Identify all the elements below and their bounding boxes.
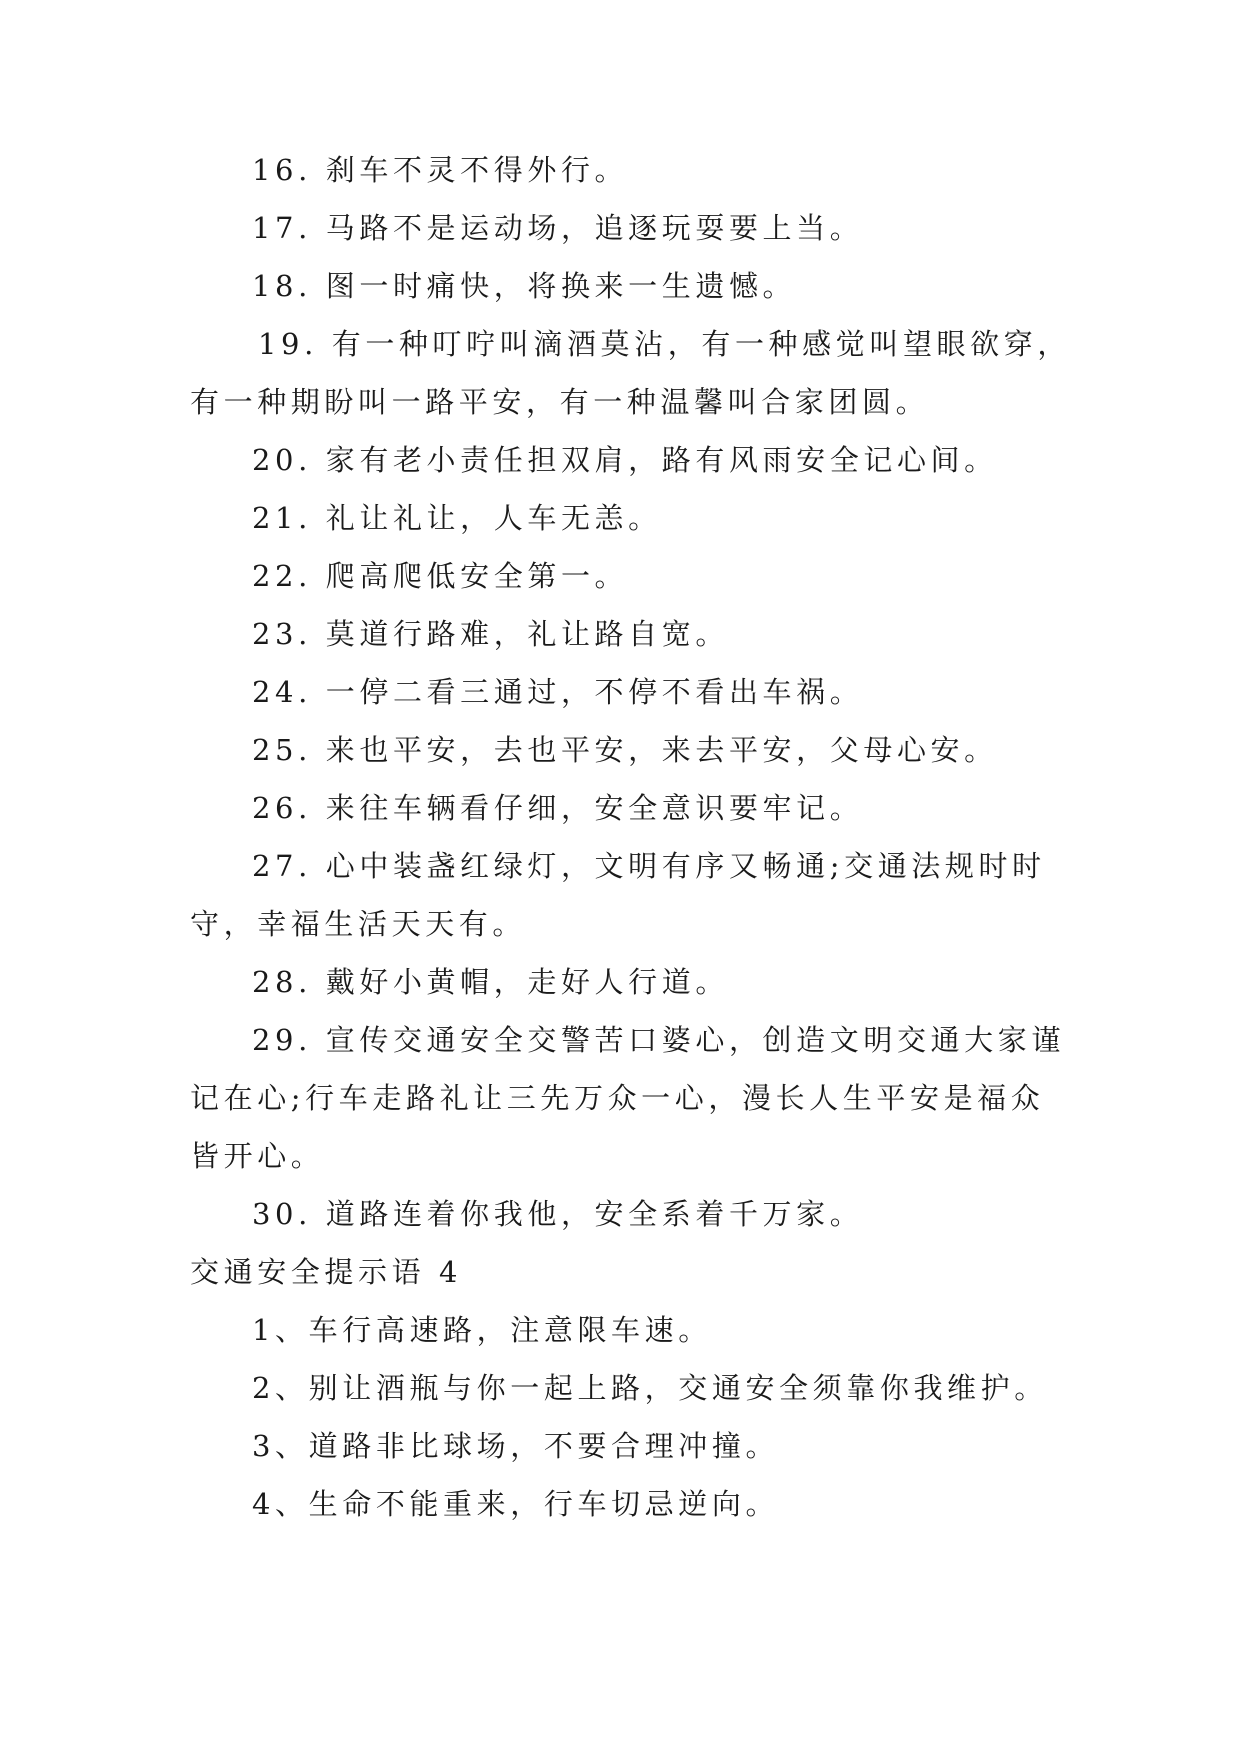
slogan-23: 23. 莫道行路难，礼让路自宽。 (252, 617, 729, 651)
slogan-28: 28. 戴好小黄帽，走好人行道。 (252, 965, 729, 999)
slogan-16: 16. 刹车不灵不得外行。 (252, 153, 629, 187)
slogan-21: 21. 礼让礼让，人车无恙。 (252, 501, 662, 535)
slogan-20: 20. 家有老小责任担双肩，路有风雨安全记心间。 (252, 443, 998, 477)
slogan-27-line-1: 27. 心中装盏红绿灯，文明有序又畅通;交通法规时时 (252, 849, 1046, 883)
slogan-18: 18. 图一时痛快，将换来一生遗憾。 (252, 269, 797, 303)
slogan-26: 26. 来往车辆看仔细，安全意识要牢记。 (252, 791, 864, 825)
slogan-19-line-2: 有一种期盼叫一路平安，有一种温馨叫合家团圆。 (190, 385, 930, 419)
slogan-17: 17. 马路不是运动场，追逐玩耍要上当。 (252, 211, 864, 245)
tip-4: 4、生命不能重来，行车切忌逆向。 (252, 1487, 780, 1521)
slogan-29-line-1: 29. 宣传交通安全交警苦口婆心，创造文明交通大家谨 (252, 1023, 1065, 1057)
section-heading: 交通安全提示语 4 (190, 1255, 463, 1289)
slogan-24: 24. 一停二看三通过，不停不看出车祸。 (252, 675, 864, 709)
slogan-27-line-2: 守，幸福生活天天有。 (190, 907, 527, 941)
slogan-19-line-1: 19. 有一种叮咛叫滴酒莫沾，有一种感觉叫望眼欲穿， (258, 327, 1071, 361)
slogan-29-line-2: 记在心;行车走路礼让三先万众一心，漫长人生平安是福众 (190, 1081, 1045, 1115)
slogan-22: 22. 爬高爬低安全第一。 (252, 559, 629, 593)
slogan-25: 25. 来也平安，去也平安，来去平安，父母心安。 (252, 733, 998, 767)
tip-3: 3、道路非比球场，不要合理冲撞。 (252, 1429, 780, 1463)
slogan-30: 30. 道路连着你我他，安全系着千万家。 (252, 1197, 864, 1231)
tip-1: 1、车行高速路，注意限车速。 (252, 1313, 712, 1347)
slogan-29-line-3: 皆开心。 (190, 1139, 325, 1173)
tip-2: 2、别让酒瓶与你一起上路，交通安全须靠你我维护。 (252, 1371, 1048, 1405)
